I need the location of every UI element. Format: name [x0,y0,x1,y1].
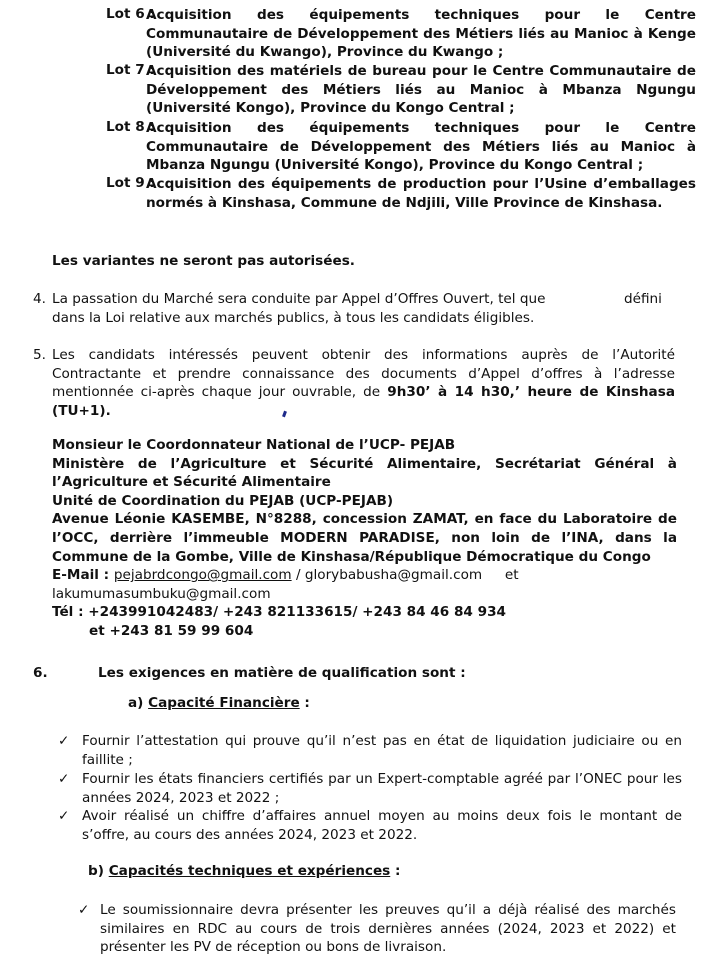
variantes-note: Les variantes ne seront pas autorisées. [52,253,355,269]
section-b-suffix: : [390,863,401,879]
lot-9 [106,175,696,212]
email-link-lakumu[interactable]: lakumumasumbuku@gmail.com [52,585,271,602]
lot-label: Lot 6 : [106,6,155,22]
address-street: Avenue Léonie KASEMBE, N°8288, concession ZAMAT, en face du Laboratoire de l’OCC, derrière l’immeuble MODERN PARADISE, non loin de l’INA, dans la Commune de la Gombe, Ville de Kinshasa/République Démocratique du Congo [52,511,677,565]
checkmark-icon: ✓ [58,771,70,787]
checkmark-icon: ✓ [78,902,90,918]
paragraph-4 [52,290,692,327]
p4-line1-end: défini [624,291,662,307]
checkmark-icon: ✓ [58,808,70,824]
email-link-glory[interactable]: glorybabusha@gmail.com [304,567,483,584]
lot-8 [106,119,696,175]
section-a-heading [128,694,310,713]
email-label: E-Mail : [52,567,110,584]
section-b-heading [88,862,400,881]
address-recipient: Monsieur le Coordonnateur National de l’UCP- PEJAB [52,437,456,453]
p4-line1: La passation du Marché sera conduite par Appel d’Offres Ouvert, tel que [52,291,546,307]
section-b-title: Capacités techniques et expériences [108,863,391,879]
address-emails [52,566,677,585]
paragraph-number: 4. [33,291,46,307]
paragraph-number: 6. [33,665,48,681]
p4-line2: dans la Loi relative aux marchés publics, à tous les candidats éligibles. [52,309,535,326]
lot-label: Lot 7 : [106,62,155,78]
qualification-heading: Les exigences en matière de qualification sont : [98,665,466,681]
p5-text: Les candidats intéressés peuvent obtenir des informations auprès de l’Autorité Contractante et prendre connaissance des documents d’Appel d’offres à l’adresse mentionnée ci-après chaque jour ouvrable, de [52,347,675,401]
email-and: et [504,567,519,584]
lot-label: Lot 8 : [106,119,155,135]
section-a-title: Capacité Financière [148,695,300,711]
p5-hours: 9h30’ à 14 h30,’ heure de Kinshasa (TU+1). [52,384,675,419]
financial-item: Fournir l’attestation qui prouve qu’il n’est pas en état de liquidation judiciaire ou en faillite ; [82,733,682,768]
lot-7 [106,62,696,118]
lot-text: Acquisition des équipements de production pour l’Usine d’emballages normés à Kinshasa, Commune de Ndjili, Ville Province de Kinshasa. [146,176,696,211]
lot-text: Acquisition des matériels de bureau pour le Centre Communautaire de Développement des Métiers liés au Manioc à Mbanza Ngungu (Université Kongo), Province du Kongo Central ; [146,63,696,117]
paragraph-number: 5. [33,347,46,363]
technical-item: Le soumissionnaire devra présenter les preuves qu’il a déjà réalisé des marchés similaires en RDC au cours de trois dernières années (2024, 2023 et 2022) et présenter les PV de réception ou bons de livraison. [100,902,676,956]
financial-item: Fournir les états financiers certifiés par un Expert-comptable agréé par l’ONEC pour les années 2024, 2023 et 2022 ; [82,771,682,806]
checkmark-icon: ✓ [58,733,70,749]
lot-label: Lot 9 : [106,175,155,191]
address-phones: Tél : +243991042483/ +243 821133615/ +243 84 46 84 934 [52,604,506,621]
lot-6 [106,6,696,62]
section-a-prefix: a) [128,695,144,711]
address-block [52,436,677,641]
email-separator: / [291,567,305,584]
address-ministry: Ministère de l’Agriculture et Sécurité Alimentaire, Secrétariat Général à l’Agriculture et Sécurité Alimentaire [52,455,677,491]
section-b-prefix: b) [88,863,104,879]
lot-text: Acquisition des équipements techniques pour le Centre Communautaire de Développement des Métiers liés au Manioc à Kenge (Université du Kwango), Province du Kwango ; [146,7,696,61]
paragraph-5 [52,346,675,420]
address-unit: Unité de Coordination du PEJAB (UCP-PEJAB) [52,492,394,509]
lot-text: Acquisition des équipements techniques pour le Centre Communautaire de Développement des Métiers liés au Manioc à Mbanza Ngungu (Université Kongo), Province du Kongo Central ; [146,120,696,174]
section-a-suffix: : [299,695,310,711]
address-phones-2: et +243 81 59 99 604 [89,622,254,639]
email-link-pejab[interactable]: pejabrdcongo@gmail.com [113,567,292,584]
financial-item: Avoir réalisé un chiffre d’affaires annuel moyen au moins deux fois le montant de s’offre, au cours des années 2024, 2023 et 2022. [82,808,682,843]
